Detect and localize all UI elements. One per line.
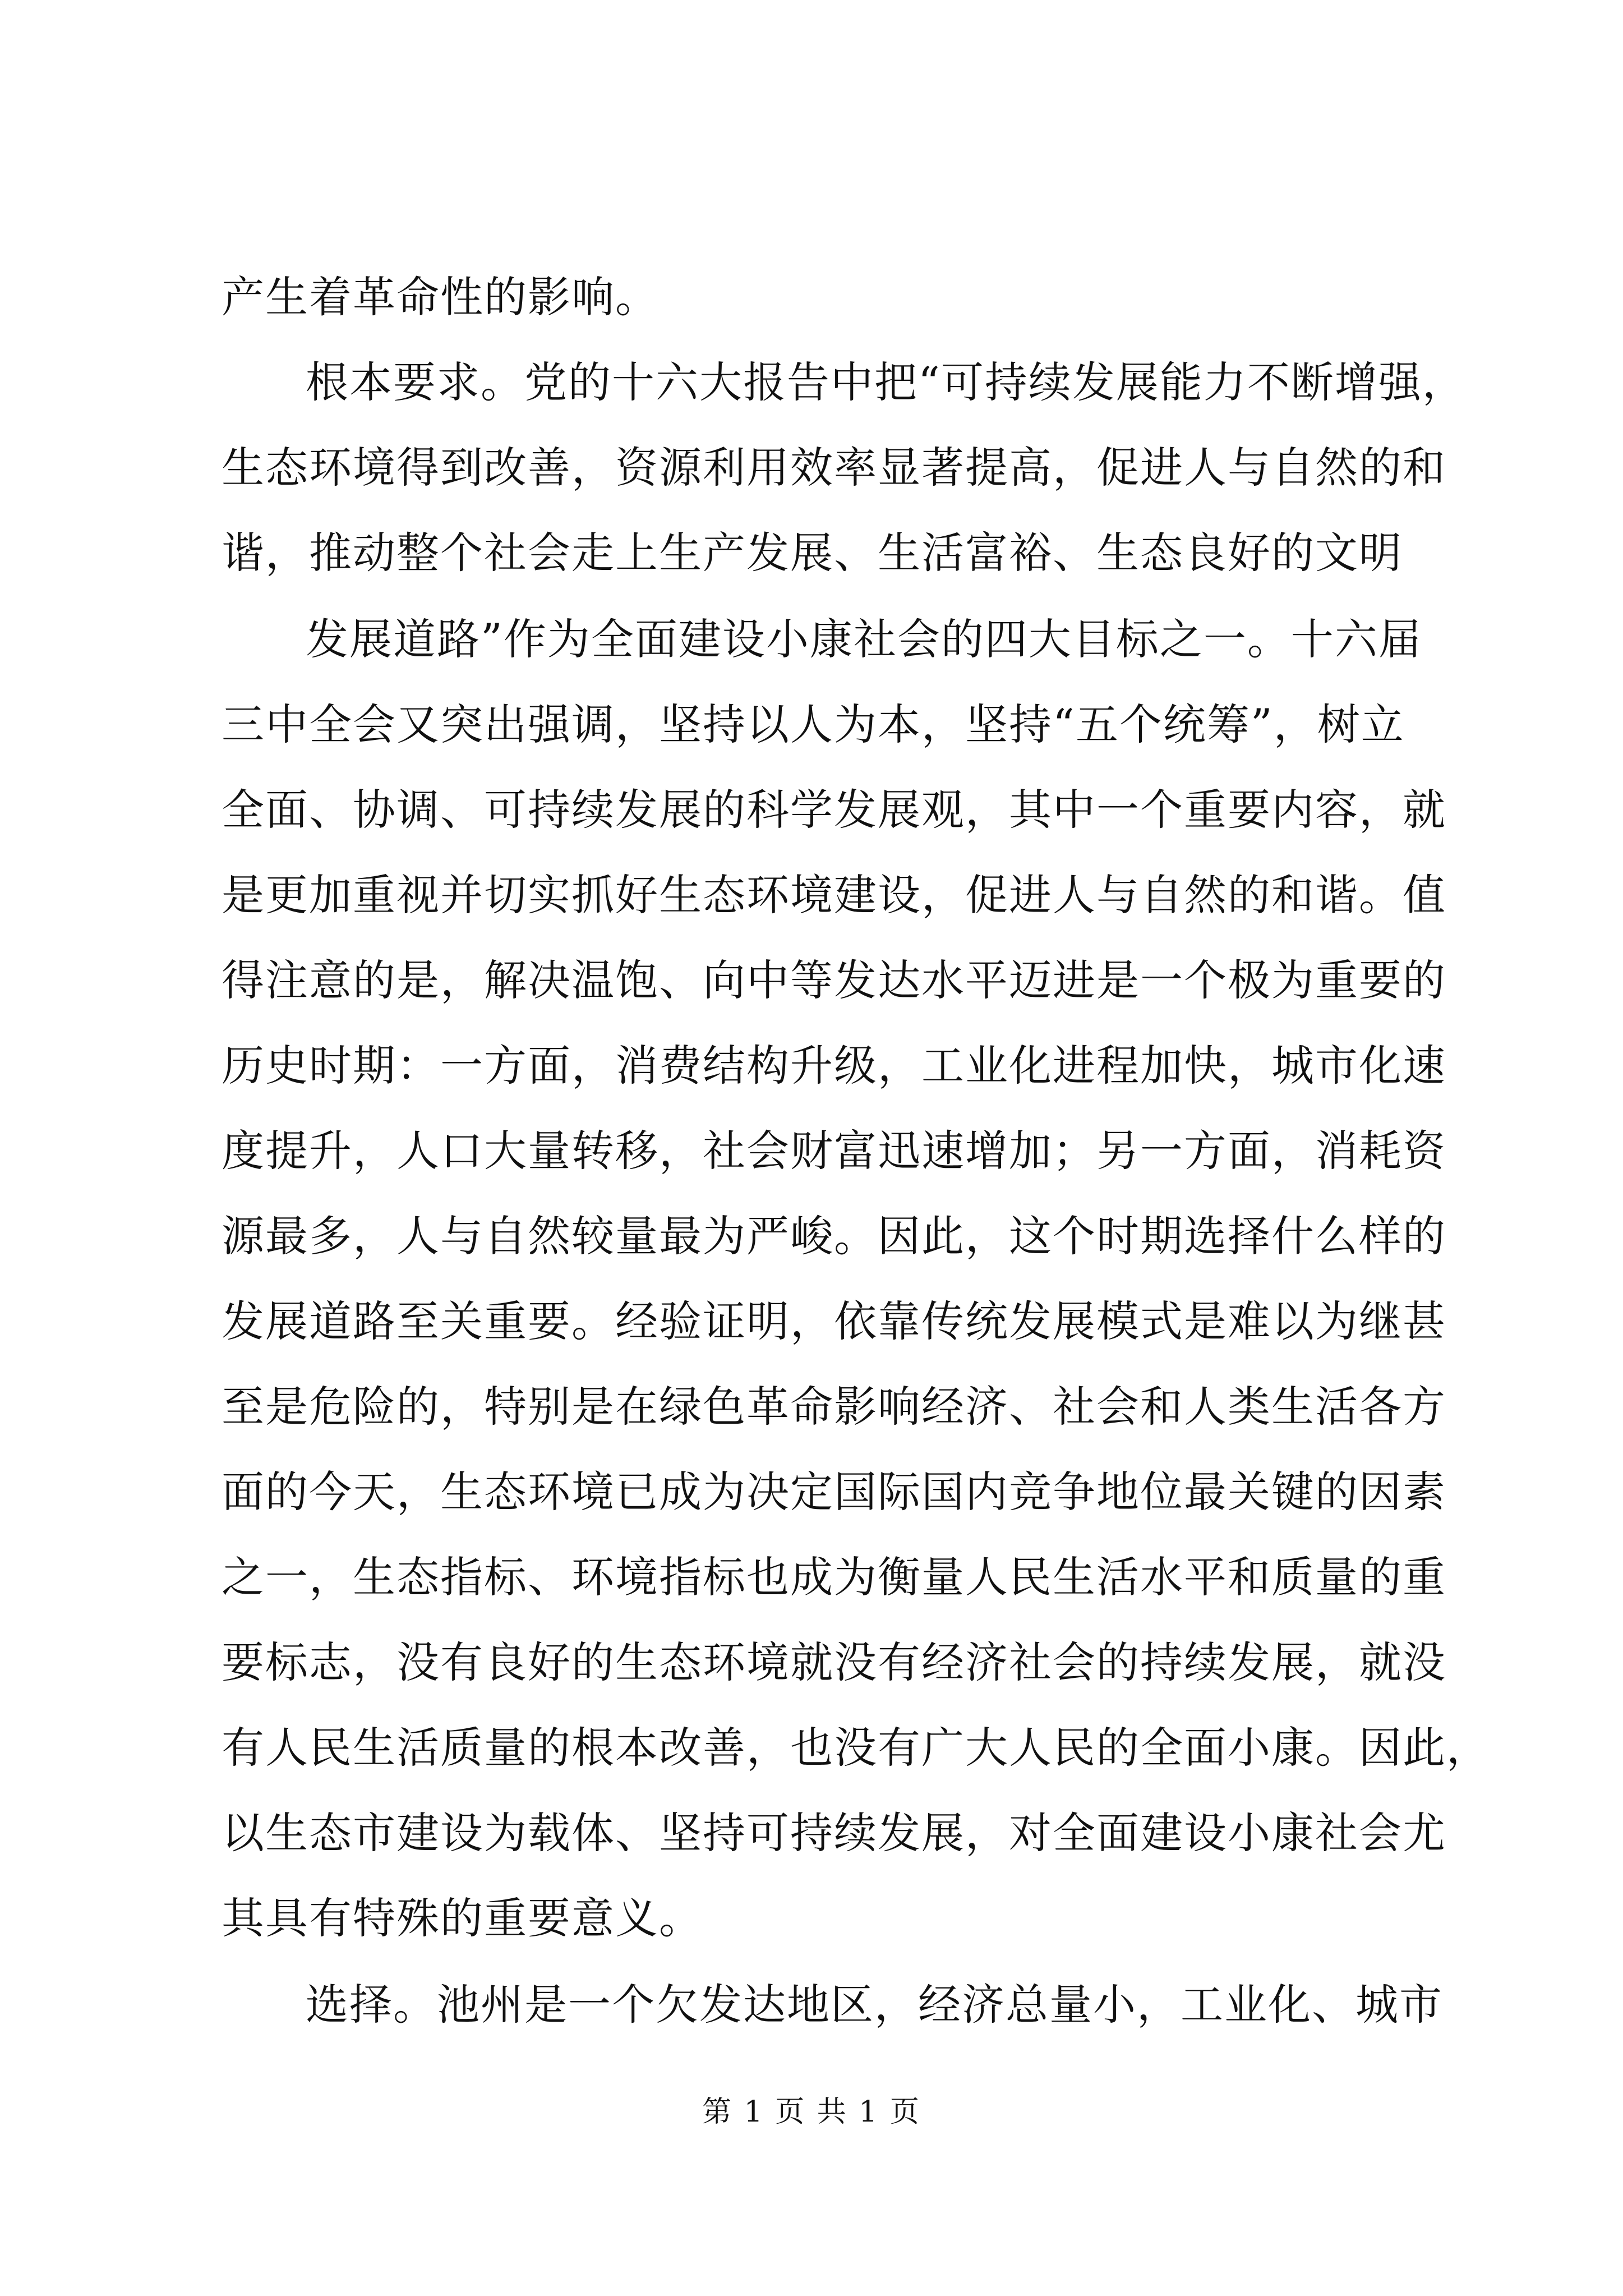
text-line: 面的今天，生态环境已成为决定国际国内竞争地位最关键的因素 xyxy=(222,1467,1446,1517)
text-line: 全面、协调、可持续发展的科学发展观，其中一个重要内容，就 xyxy=(222,785,1446,835)
text-line: 源最多，人与自然较量最为严峻。因此，这个时期选择什么样的 xyxy=(222,1211,1446,1261)
text-line: 是更加重视并切实抓好生态环境建设，促进人与自然的和谐。值 xyxy=(222,870,1446,920)
text-line: 要标志，没有良好的生态环境就没有经济社会的持续发展，就没 xyxy=(222,1637,1446,1687)
text-line: 生态环境得到改善，资源利用效率显著提高，促进人与自然的和 xyxy=(222,443,1446,493)
text-line: 得注意的是，解决温饱、向中等发达水平迈进是一个极为重要的 xyxy=(222,955,1446,1005)
text-line: 历史时期：一方面，消费结构升级，工业化进程加快，城市化速 xyxy=(222,1041,1446,1091)
page-footer: 第 1 页 共 1 页 xyxy=(702,2095,921,2129)
text-line: 发展道路”作为全面建设小康社会的四大目标之一。十六届 xyxy=(306,614,1422,664)
text-line: 选择。池州是一个欠发达地区，经济总量小，工业化、城市 xyxy=(306,1980,1443,2030)
text-line: 三中全会又突出强调，坚持以人为本，坚持“五个统筹”，树立 xyxy=(222,700,1405,749)
text-line: 产生着革命性的影响。 xyxy=(222,272,659,322)
text-line: 其具有特殊的重要意义。 xyxy=(222,1893,703,1943)
text-line: 有人民生活质量的根本改善，也没有广大人民的全面小康。因此， xyxy=(222,1723,1490,1773)
text-line: 根本要求。党的十六大报告中把“可持续发展能力不断增强， xyxy=(306,357,1466,407)
text-line: 以生态市建设为载体、坚持可持续发展，对全面建设小康社会尤 xyxy=(222,1808,1446,1858)
text-line: 发展道路至关重要。经验证明，依靠传统发展模式是难以为继甚 xyxy=(222,1296,1446,1346)
text-line: 之一，生态指标、环境指标也成为衡量人民生活水平和质量的重 xyxy=(222,1552,1446,1602)
text-line: 度提升，人口大量转移，社会财富迅速增加；另一方面，消耗资 xyxy=(222,1126,1446,1176)
text-line: 谐，推动整个社会走上生产发展、生活富裕、生态良好的文明 xyxy=(222,528,1403,578)
text-line: 至是危险的，特别是在绿色革命影响经济、社会和人类生活各方 xyxy=(222,1382,1446,1432)
